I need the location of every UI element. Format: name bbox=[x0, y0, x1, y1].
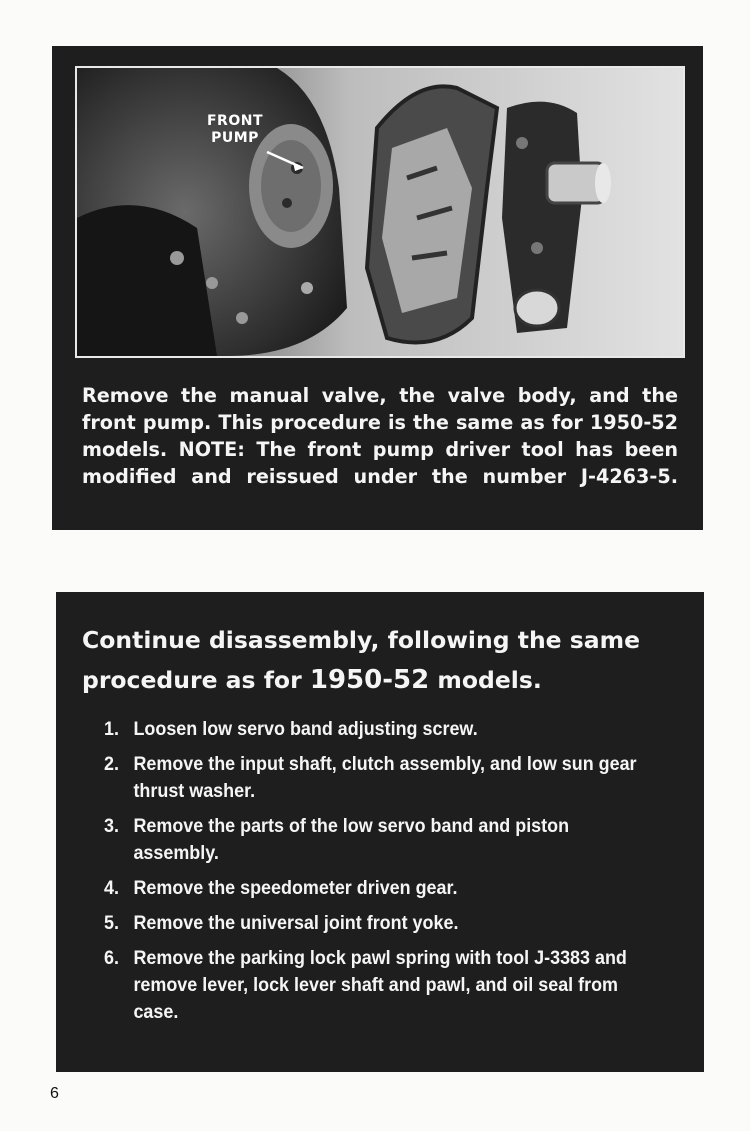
step-item bbox=[104, 813, 638, 867]
step-item bbox=[104, 910, 638, 937]
step-text: Remove the parking lock pawl spring with tool J-3383 and remove lever, lock lever shaft and pawl, and oil seal from case. bbox=[133, 947, 627, 1023]
section-heading bbox=[82, 620, 682, 700]
transmission-photo-illustration bbox=[77, 68, 683, 356]
step-number: 5. bbox=[104, 912, 119, 934]
heading-year: 1950-52 bbox=[309, 665, 430, 695]
steps-list bbox=[104, 716, 638, 1034]
transmission-photo bbox=[75, 66, 685, 358]
step-text: Remove the input shaft, clutch assembly, and low sun gear thrust washer. bbox=[133, 753, 637, 802]
step-number: 2. bbox=[104, 753, 119, 775]
step-item bbox=[104, 945, 638, 1026]
caption-line: Remove the manual valve, the valve body, and the bbox=[82, 384, 678, 407]
step-item bbox=[104, 751, 638, 805]
heading-line-2-post: models. bbox=[429, 666, 542, 694]
step-text: Loosen low servo band adjusting screw. bbox=[133, 718, 478, 740]
step-item bbox=[104, 716, 638, 743]
top-panel bbox=[52, 46, 703, 530]
caption-line: models. NOTE: The front pump driver tool has been bbox=[82, 438, 678, 461]
step-text: Remove the speedometer driven gear. bbox=[133, 877, 458, 899]
heading-line-1: Continue disassembly, following the same bbox=[82, 626, 641, 654]
step-text: Remove the parts of the low servo band and piston assembly. bbox=[133, 815, 570, 864]
caption-line: modified and reissued under the number J-4263-5. bbox=[82, 465, 678, 488]
bottom-panel bbox=[56, 592, 704, 1072]
step-number: 6. bbox=[104, 947, 119, 969]
page-number: 6 bbox=[50, 1085, 59, 1102]
top-caption bbox=[82, 382, 678, 490]
step-number: 3. bbox=[104, 815, 119, 837]
step-number: 1. bbox=[104, 718, 119, 740]
step-item bbox=[104, 875, 638, 902]
step-number: 4. bbox=[104, 877, 119, 899]
caption-line: front pump. This procedure is the same as for 1950-52 bbox=[82, 411, 678, 434]
heading-line-2-pre: procedure as for bbox=[82, 666, 310, 694]
step-text: Remove the universal joint front yoke. bbox=[133, 912, 459, 934]
front-pump-label: FRONT PUMP bbox=[206, 113, 263, 146]
